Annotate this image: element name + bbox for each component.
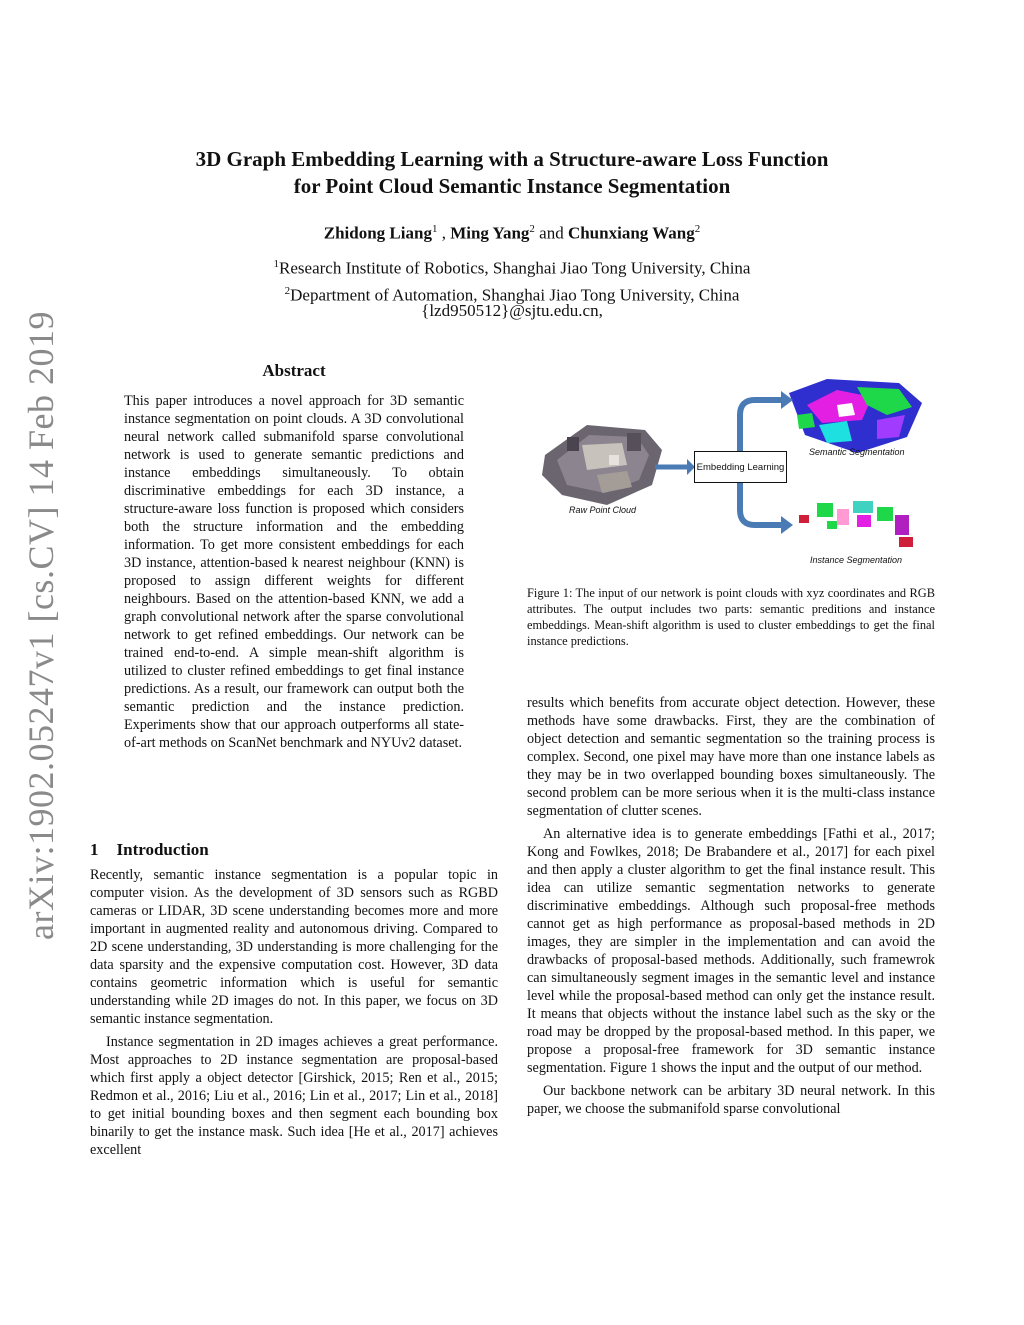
raw-point-cloud-image xyxy=(542,425,662,505)
right-column-body xyxy=(527,694,935,1123)
author-name: Ming Yang xyxy=(450,223,530,243)
author-name: Zhidong Liang xyxy=(323,223,432,243)
paragraph: Recently, semantic instance segmentation is a popular topic in computer vision. As the development of 3D sensors such as RGBD cameras or LIDAR, 3D scene understanding becomes more and more important in augmented reality and autonomous driving. Compared to 2D scene understanding, 3D understanding is more challenging for the data sparsity and the expensive computation cost. However, 3D data contains geometric information which is useful for semantic understanding while 2D images do not. In this paper, we focus on 3D semantic instance segmentation. xyxy=(90,867,498,1027)
abstract-body: This paper introduces a novel approach for 3D semantic instance segmentation on point clouds. A 3D convolutional neural network called submanifold sparse convolutional network is used to generate semantic predictions and instance embeddings simultaneously. To obtain discriminative embeddings for each 3D instance, a structure-aware loss function is proposed which considers both the structure information and the embedding information. To get more consistent embeddings for each 3D instance, attention-based k nearest neighbour (KNN) is proposed to assign different weights for different neighbours. Based on the attention-based KNN, we add a graph convolutional network after the sparse convolutional network to get refined embeddings. Our network can be trained end-to-end. A simple mean-shift algorithm is utilized to cluster refined embeddings to get final instance predictions. As a result, our framework can output both the semantic prediction and the instance prediction. Experiments show that our approach outperforms all state-of-art methods on ScanNet benchmark and NYUv2 dataset. xyxy=(124,393,464,751)
title-line-1: 3D Graph Embedding Learning with a Structure-aware Loss Function xyxy=(195,147,829,171)
section-heading xyxy=(90,840,500,860)
author-sup: 1 xyxy=(431,223,438,235)
paper-title xyxy=(100,146,924,200)
paragraph: Our backbone network can be arbitary 3D neural network. In this paper, we choose the submanifold sparse convolutional xyxy=(527,1083,935,1117)
instance-segmentation-label: Instance Segmentation xyxy=(810,555,903,565)
left-column-body xyxy=(90,866,498,1164)
figure-caption: Figure 1: The input of our network is point clouds with xyz coordinates and RGB attributes. The output includes two parts: semantic preditions and instance embeddings. Mean-shift algorithm is used to cluster embeddings to get the final instance predictions. xyxy=(527,586,935,648)
affiliations xyxy=(100,253,924,306)
instance-segmentation-image xyxy=(799,501,913,547)
section-title: Introduction xyxy=(116,840,209,859)
author-separator: , xyxy=(437,223,451,243)
raw-point-cloud-label: Raw Point Cloud xyxy=(569,505,637,515)
author-list xyxy=(100,223,924,244)
semantic-segmentation-image xyxy=(789,379,922,453)
abstract-heading: Abstract xyxy=(262,361,326,380)
affiliation-sup: 1 xyxy=(273,258,280,270)
affiliation-text: Research Institute of Robotics, Shanghai Jiao Tong University, China xyxy=(279,258,751,278)
paragraph: results which benefits from accurate object detection. However, these methods have some drawbacks. First, they are the combination of object detection and semantic segmentation so the training process is complex. Second, one pixel may have more than one instance labels as they may be in two overlapped bounding boxes simultaneously. The second problem can be more serious when it is the multi-class instance segmentation of clutter scenes. xyxy=(527,695,935,819)
author-sup: 2 xyxy=(529,223,535,235)
affiliation-line xyxy=(100,253,924,280)
affiliation-text: Department of Automation, Shanghai Jiao Tong University, China xyxy=(290,285,740,305)
title-line-2: for Point Cloud Semantic Instance Segmentation xyxy=(293,174,731,198)
author-email: {lzd950512}@sjtu.edu.cn, xyxy=(421,301,603,320)
author-separator: and xyxy=(534,223,568,243)
semantic-segmentation-label: Semantic Segmentation xyxy=(809,447,905,457)
affiliation-sup: 2 xyxy=(284,284,291,297)
paragraph: An alternative idea is to generate embeddings [Fathi et al., 2017; Kong and Fowlkes, 2018; De Brabandere et al., 2017] for each pixel and then apply a cluster algorithm to get the final instance result. This idea can utilize semantic segmentation networks to generate discriminative embeddings. Although such proposal-free methods cannot get as high performance as proposal-based methods in 2D images, they are simpler in the implementation and can avoid the drawbacks of proposal-based methods. Additionally, such framewrok can simultaneously segment images in the semantic level and instance level while the proposal-based method can only get the instance result. It means that objects without the instance label such as the sky or the road may be dropped by the proposal-based method. In this paper, we propose a proposal-free framework for 3D semantic instance segmentation. Figure 1 shows the input and the output of our method. xyxy=(527,826,935,1076)
author-name: Chunxiang Wang xyxy=(567,223,695,243)
embedding-learning-box: Embedding Learning xyxy=(694,451,787,483)
author-sup: 2 xyxy=(694,223,701,235)
section-number: 1 xyxy=(90,840,99,859)
arxiv-identifier: arXiv:1902.05247v1 [cs.CV] 14 Feb 2019 xyxy=(21,311,61,940)
paragraph: Instance segmentation in 2D images achieves a great performance. Most approaches to 2D instance segmentation are proposal-based which first apply a object detector [Girshick, 2015; Ren et al., 2015; Redmon et al., 2016; Liu et al., 2016; Lin et al., 2017; Lin et al., 2018] to get initial bounding boxes and then segment each bounding box binarily to get the instance mask. Such idea [He et al., 2017] achieves excellent xyxy=(90,1034,498,1158)
figure-1 xyxy=(527,375,935,575)
